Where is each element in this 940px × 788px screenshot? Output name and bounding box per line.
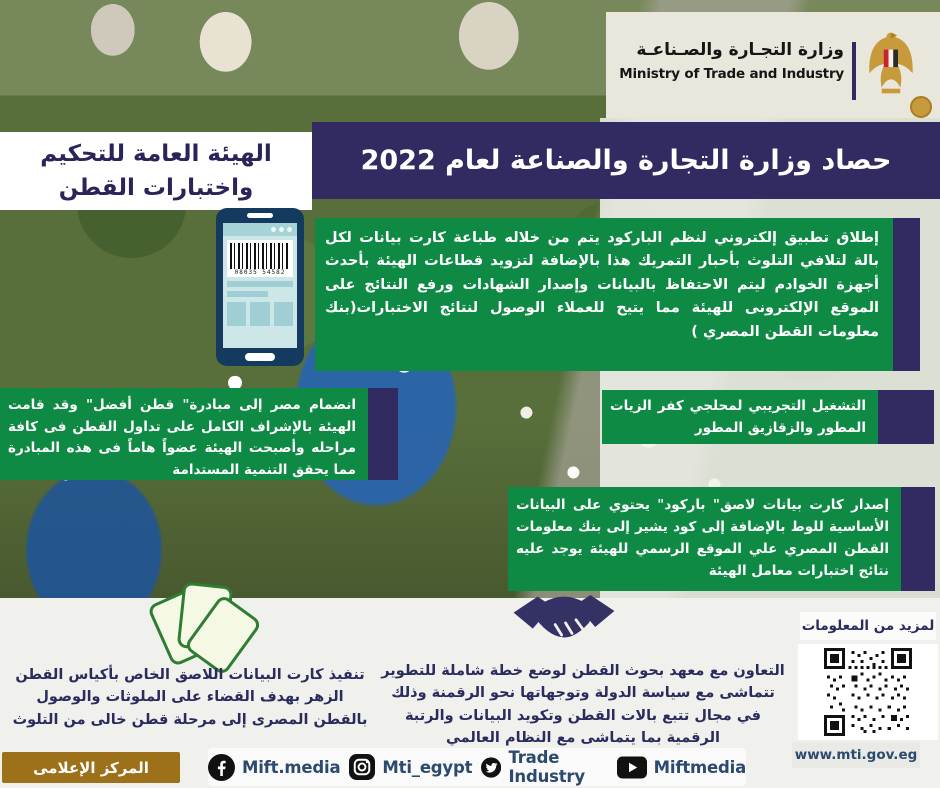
facebook-icon — [208, 754, 235, 781]
phone-home-button — [245, 353, 275, 361]
authority-title-line1: الهيئة العامة للتحكيم — [40, 140, 272, 167]
youtube-icon — [617, 756, 647, 779]
achievement-sticker-barcode: إصدار كارت بيانات لاصق" باركود" يحتوي على البيانات الأساسية للوط بالإضافة إلى كود يشير إلى بنك معلومات القطن المصري علي الموقع الرسمي للهيئة يوجد عليه نتائج اختبارات معامل الهيئة — [508, 487, 901, 591]
media-center-button[interactable]: المركز الإعلامى — [2, 752, 180, 783]
header-divider — [852, 42, 856, 100]
youtube-link[interactable] — [617, 756, 746, 779]
achievement-better-cotton: انضمام مصر إلى مبادرة" قطن أفضل" وقد قامت الهيئة بالإشراف الكامل على تداول القطن فى كافة مراحله وأصبحت الهيئة عضواً هاماً فى هذه المبادرة مما يحقق التنمية المستدامة — [0, 388, 368, 480]
egypt-eagle-emblem-icon — [860, 28, 922, 104]
accent-bar — [893, 218, 920, 371]
authority-title-line2: واختبارات القطن — [58, 175, 254, 201]
twitter-icon — [481, 754, 501, 781]
twitter-link[interactable] — [481, 748, 607, 786]
instagram-icon — [349, 754, 375, 780]
barcode-phone-icon — [216, 208, 304, 366]
handshake-icon — [512, 586, 616, 656]
accent-bar — [878, 390, 934, 444]
more-info-label: لمزيد من المعلومات — [800, 612, 936, 640]
phone-screen — [223, 223, 297, 348]
ministry-name-arabic: وزارة التجـارة والصـناعـة — [636, 40, 844, 60]
achievement-sticker-card: تنفيذ كارت البيانات اللاصق الخاص بأكياس القطن الزهر بهدف القضاء على الملوثات والوصول بالقطن المصرى إلى مرحلة قطن خالى من التلوث — [12, 667, 368, 728]
main-title-banner — [312, 122, 940, 199]
instagram-link[interactable] — [349, 754, 472, 780]
youtube-handle: Miftmedia — [653, 757, 746, 777]
data-cards-icon — [156, 584, 256, 668]
ministry-name-english: Ministry of Trade and Industry — [619, 66, 844, 82]
round-seal-icon — [910, 96, 932, 118]
achievement-cooperation: التعاون مع معهد بحوث القطن لوضع خطة شاملة للتطوير تتماشى مع سياسة الدولة وتوجهاتها نحو الرقمنة وذلك في مجال تتبع بالات القطن وتكويد البيانات والرتبة الرقمية بما يتماشى مع النظام العالمي — [381, 663, 785, 747]
barcode-number: 08035 54582 — [234, 269, 286, 276]
twitter-handle: Trade Industry — [508, 748, 585, 786]
ministry-header — [606, 12, 940, 118]
phone-screen-header — [223, 223, 297, 236]
achievement-barcode-app: إطلاق تطبيق إلكتروني لنظم الباركود يتم من خلاله طباعة كارت بيانات لكل بالة لتلافي التلوث بأحبار التمريك هذا بالإضافة لتزويد قطاعات الهيئة بأحدث أجهزة الخوادم ليتم الاحتفاظ بالبيانات وإصدار الشهادات ورفع النتائج على الموقع الإلكترونى للهيئة مما يتيح للعملاء الوصول لنتائج الاختبارات(بنك معلومات القطن المصري ) — [315, 218, 893, 371]
facebook-handle: Mift.media — [242, 757, 341, 777]
main-title: حصاد وزارة التجارة والصناعة لعام 2022 — [360, 145, 892, 176]
facebook-link[interactable] — [208, 754, 340, 781]
social-media-bar — [208, 748, 746, 786]
barcode-icon — [227, 240, 293, 277]
achievement-gins-trial: التشغيل التجريبي لمحلجي كفر الزيات المطور والزقازيق المطور — [602, 390, 878, 444]
website-link[interactable]: www.mti.gov.eg — [792, 742, 920, 768]
qr-code — [798, 644, 938, 740]
accent-bar — [368, 388, 398, 480]
phone-speaker — [247, 213, 273, 218]
accent-bar — [901, 487, 935, 591]
authority-title — [0, 132, 312, 210]
instagram-handle: Mti_egypt — [382, 757, 473, 777]
